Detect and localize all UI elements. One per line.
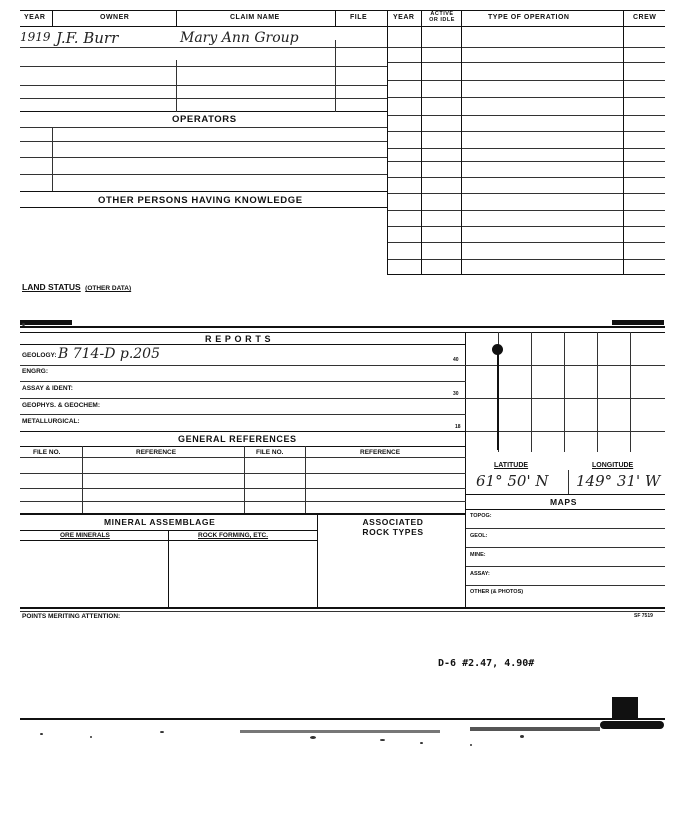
associated-rock-types-heading: ASSOCIATED ROCK TYPES — [362, 517, 424, 537]
geology-label: GEOLOGY: — [22, 352, 57, 359]
mineral-assemblage-heading: MINERAL ASSEMBLAGE — [104, 517, 216, 527]
code-metallurgical: 18 — [455, 424, 461, 430]
maps-heading: MAPS — [550, 497, 577, 507]
header-claim-name: CLAIM NAME — [230, 14, 280, 21]
header-active-idle: ACTIVE OR IDLE — [429, 11, 455, 23]
ref-header-reference-2: REFERENCE — [360, 449, 401, 456]
latitude-label: LATITUDE — [494, 462, 529, 469]
form-code: SF 7519 — [634, 613, 653, 619]
land-status-heading — [22, 277, 131, 295]
code-geology: 40 — [453, 357, 459, 363]
reports-heading: R E P O R T S — [205, 334, 272, 344]
header-year: YEAR — [24, 14, 46, 21]
rock-forming-header: ROCK FORMING, ETC. — [198, 532, 269, 539]
header-crew: CREW — [633, 14, 657, 21]
ref-header-file-no: FILE NO. — [33, 449, 61, 456]
assay-ident-label: ASSAY & IDENT: — [22, 385, 73, 392]
row1-owner: J.F. Burr — [56, 29, 119, 47]
code-assay: 30 — [453, 391, 459, 397]
maps-assay-label: ASSAY: — [470, 571, 490, 577]
general-references-heading: GENERAL REFERENCES — [178, 434, 297, 444]
land-status-label: LAND STATUS — [22, 282, 81, 292]
maps-mine-label: MINE: — [470, 552, 486, 558]
engrg-label: ENGRG: — [22, 368, 48, 375]
maps-other-label: OTHER (& PHOTOS) — [470, 589, 524, 595]
ore-minerals-header: ORE MINERALS — [60, 532, 110, 539]
ref-header-file-no-2: FILE NO. — [256, 449, 284, 456]
points-meriting-label: POINTS MERITING ATTENTION: — [22, 613, 121, 620]
other-persons-heading: OTHER PERSONS HAVING KNOWLEDGE — [98, 195, 303, 206]
maps-geol-label: GEOL: — [470, 533, 488, 539]
ref-header-reference: REFERENCE — [136, 449, 177, 456]
land-status-sub: (OTHER DATA) — [85, 285, 132, 292]
metallurgical-label: METALLURGICAL: — [22, 418, 80, 425]
row1-year: 1919 — [20, 30, 51, 44]
stamped-note: D-6 #2.47, 4.90# — [438, 658, 535, 669]
maps-topog-label: TOPOG: — [470, 513, 492, 519]
geology-value: B 714-D p.205 — [58, 346, 160, 362]
geophys-label: GEOPHYS. & GEOCHEM: — [22, 402, 101, 409]
latitude-value: 61° 50' N — [476, 472, 549, 490]
header-type-of-operation: TYPE OF OPERATION — [488, 14, 570, 21]
header-year-2: YEAR — [393, 14, 415, 21]
longitude-value: 149° 31' W — [576, 472, 661, 490]
header-file: FILE — [350, 14, 368, 21]
operators-heading: OPERATORS — [172, 114, 237, 125]
row1-claim-name: Mary Ann Group — [180, 30, 299, 46]
header-owner: OWNER — [100, 14, 130, 21]
longitude-label: LONGITUDE — [592, 462, 634, 469]
